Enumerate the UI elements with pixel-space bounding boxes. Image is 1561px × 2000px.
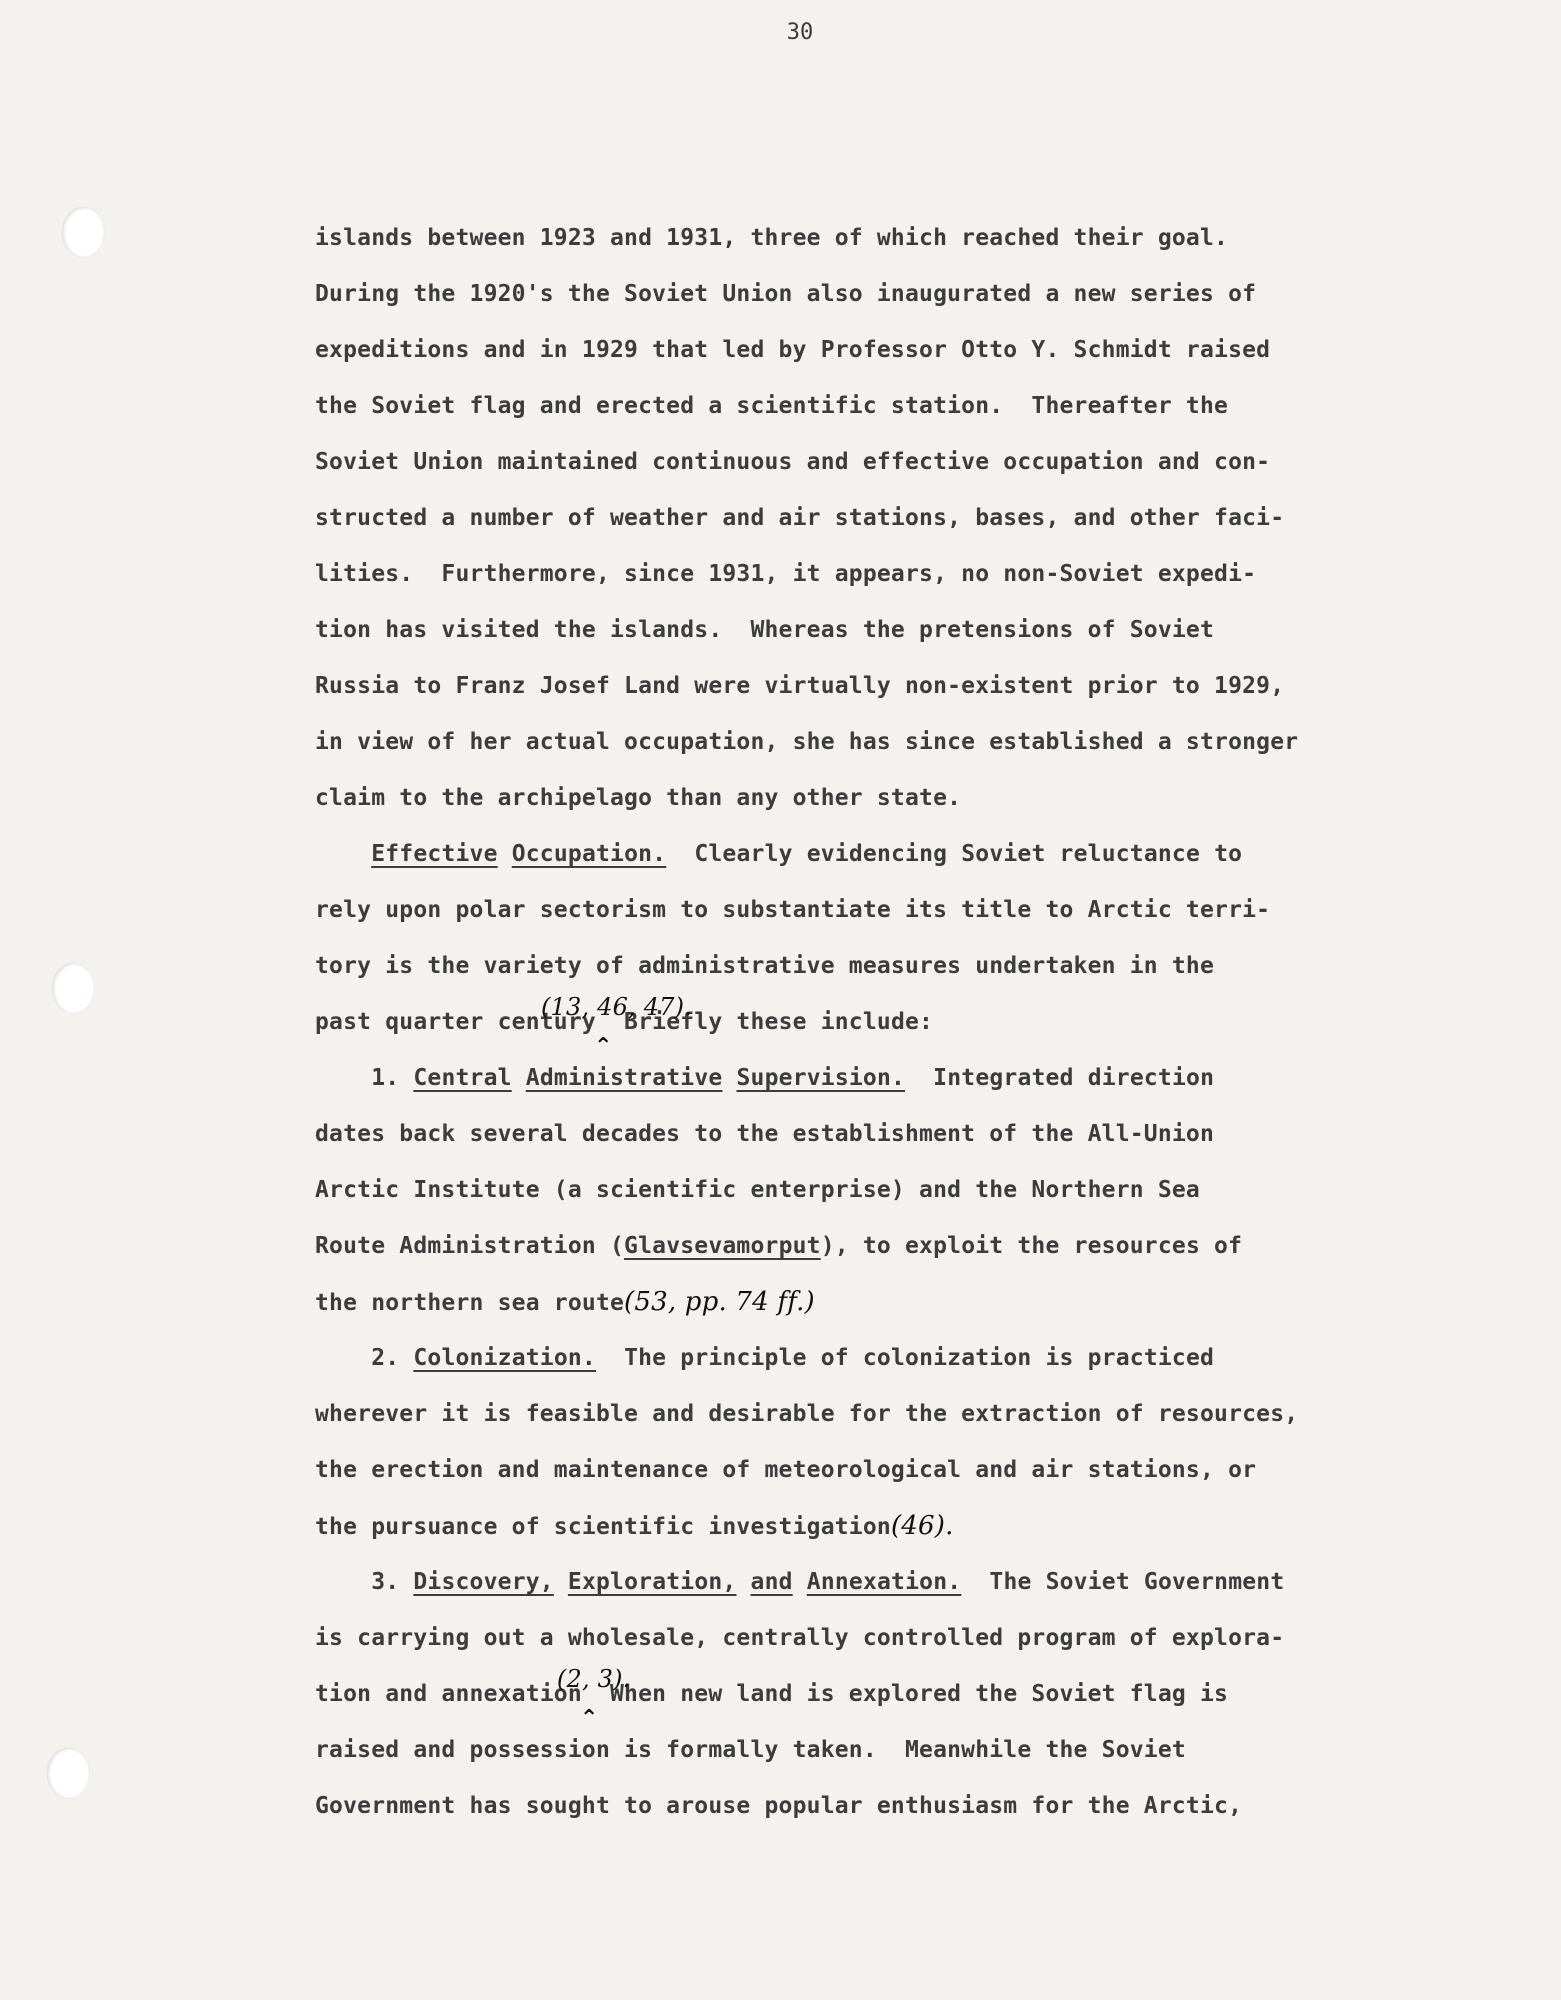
- text-fragment: tion and annexation: [315, 1681, 582, 1707]
- heading-word: Colonization.: [413, 1345, 596, 1371]
- binder-hole-bottom: [47, 1748, 89, 1798]
- text-line: [315, 1218, 1385, 1274]
- section-heading-line: [315, 826, 1385, 882]
- insertion-caret-icon: ⌃: [593, 1034, 613, 1059]
- text-line: expeditions and in 1929 that led by Professor Otto Y. Schmidt raised: [315, 337, 1271, 363]
- handwritten-annotation: (53, pp. 74 ff.): [624, 1287, 815, 1317]
- binder-hole-top: [62, 207, 104, 257]
- text-line: the Soviet flag and erected a scientific station. Thereafter the: [315, 393, 1229, 419]
- text-fragment: The principle of colonization is practiced: [595, 1345, 1215, 1371]
- text-line-with-annotation: [315, 1274, 1385, 1330]
- text-line: During the 1920's the Soviet Union also inaugurated a new series of: [315, 281, 1257, 307]
- text-fragment: Briefly these include:: [595, 1009, 934, 1035]
- text-line: lities. Furthermore, since 1931, it appears, no non-Soviet expedi-: [315, 561, 1257, 587]
- text-line-with-annotation: [315, 1665, 1385, 1731]
- list-number: 2.: [371, 1345, 414, 1371]
- text-line: Soviet Union maintained continuous and effective occupation and con-: [315, 449, 1271, 475]
- text-line: the erection and maintenance of meteorological and air stations, or: [315, 1457, 1257, 1483]
- list-number: 1.: [371, 1065, 414, 1091]
- text-fragment: Integrated direction: [905, 1065, 1215, 1091]
- text-fragment: the northern sea route: [315, 1290, 625, 1316]
- text-line: islands between 1923 and 1931, three of which reached their goal.: [315, 225, 1229, 251]
- text-line: raised and possession is formally taken. Meanwhile the Soviet: [315, 1737, 1186, 1763]
- heading-effective: Effective: [371, 841, 498, 867]
- page-number: 30: [786, 20, 814, 45]
- text-line: dates back several decades to the establishment of the All-Union: [315, 1121, 1215, 1147]
- text-line: tory is the variety of administrative measures undertaken in the: [315, 953, 1215, 979]
- heading-word: Annexation.: [806, 1569, 962, 1595]
- text-line: structed a number of weather and air stations, bases, and other faci-: [315, 505, 1285, 531]
- heading-occupation: Occupation.: [511, 841, 667, 867]
- heading-word: Administrative: [525, 1065, 723, 1091]
- underlined-term: Glavsevamorput: [624, 1233, 821, 1259]
- text-fragment: ), to exploit the resources of: [820, 1233, 1243, 1259]
- heading-word: Exploration,: [567, 1569, 737, 1595]
- heading-word: and: [750, 1569, 793, 1595]
- text-line: Russia to Franz Josef Land were virtually non-existent prior to 1929,: [315, 673, 1285, 699]
- list-number: 3.: [371, 1569, 414, 1595]
- heading-word: Central: [413, 1065, 512, 1091]
- heading-word: Supervision.: [736, 1065, 906, 1091]
- text-line: Arctic Institute (a scientific enterprise) and the Northern Sea: [315, 1177, 1200, 1203]
- insertion-caret-icon: ⌃: [579, 1706, 599, 1731]
- heading-word: Discovery,: [413, 1569, 554, 1595]
- text-line: is carrying out a wholesale, centrally controlled program of explora-: [315, 1625, 1285, 1651]
- text-fragment: the pursuance of scientific investigation: [315, 1514, 891, 1540]
- text-line: rely upon polar sectorism to substantiate its title to Arctic terri-: [315, 897, 1271, 923]
- list-item-heading-line: [315, 1050, 1385, 1106]
- text-line: tion has visited the islands. Whereas the pretensions of Soviet: [315, 617, 1215, 643]
- text-line-with-annotation: [315, 1498, 1385, 1554]
- text-line: wherever it is feasible and desirable for the extraction of resources,: [315, 1401, 1299, 1427]
- text-fragment: Route Administration (: [315, 1233, 625, 1259]
- handwritten-annotation: (46).: [890, 1511, 954, 1541]
- document-body: [315, 210, 1385, 1834]
- text-fragment: Clearly evidencing Soviet reluctance to: [666, 841, 1243, 867]
- list-item-heading-line: [315, 1554, 1385, 1610]
- text-fragment: The Soviet Government: [961, 1569, 1285, 1595]
- text-line: in view of her actual occupation, she has since established a stronger: [315, 729, 1299, 755]
- text-fragment: past quarter century: [315, 1009, 596, 1035]
- handwritten-annotation: (13, 46, 47).: [540, 993, 693, 1021]
- binder-hole-middle: [52, 963, 94, 1013]
- handwritten-annotation: (2, 3).: [556, 1665, 631, 1693]
- list-item-heading-line: [315, 1330, 1385, 1386]
- text-line: claim to the archipelago than any other state.: [315, 785, 962, 811]
- text-fragment: When new land is explored the Soviet flag is: [581, 1681, 1229, 1707]
- text-line-with-annotation: [315, 993, 1385, 1059]
- text-line: Government has sought to arouse popular enthusiasm for the Arctic,: [315, 1793, 1243, 1819]
